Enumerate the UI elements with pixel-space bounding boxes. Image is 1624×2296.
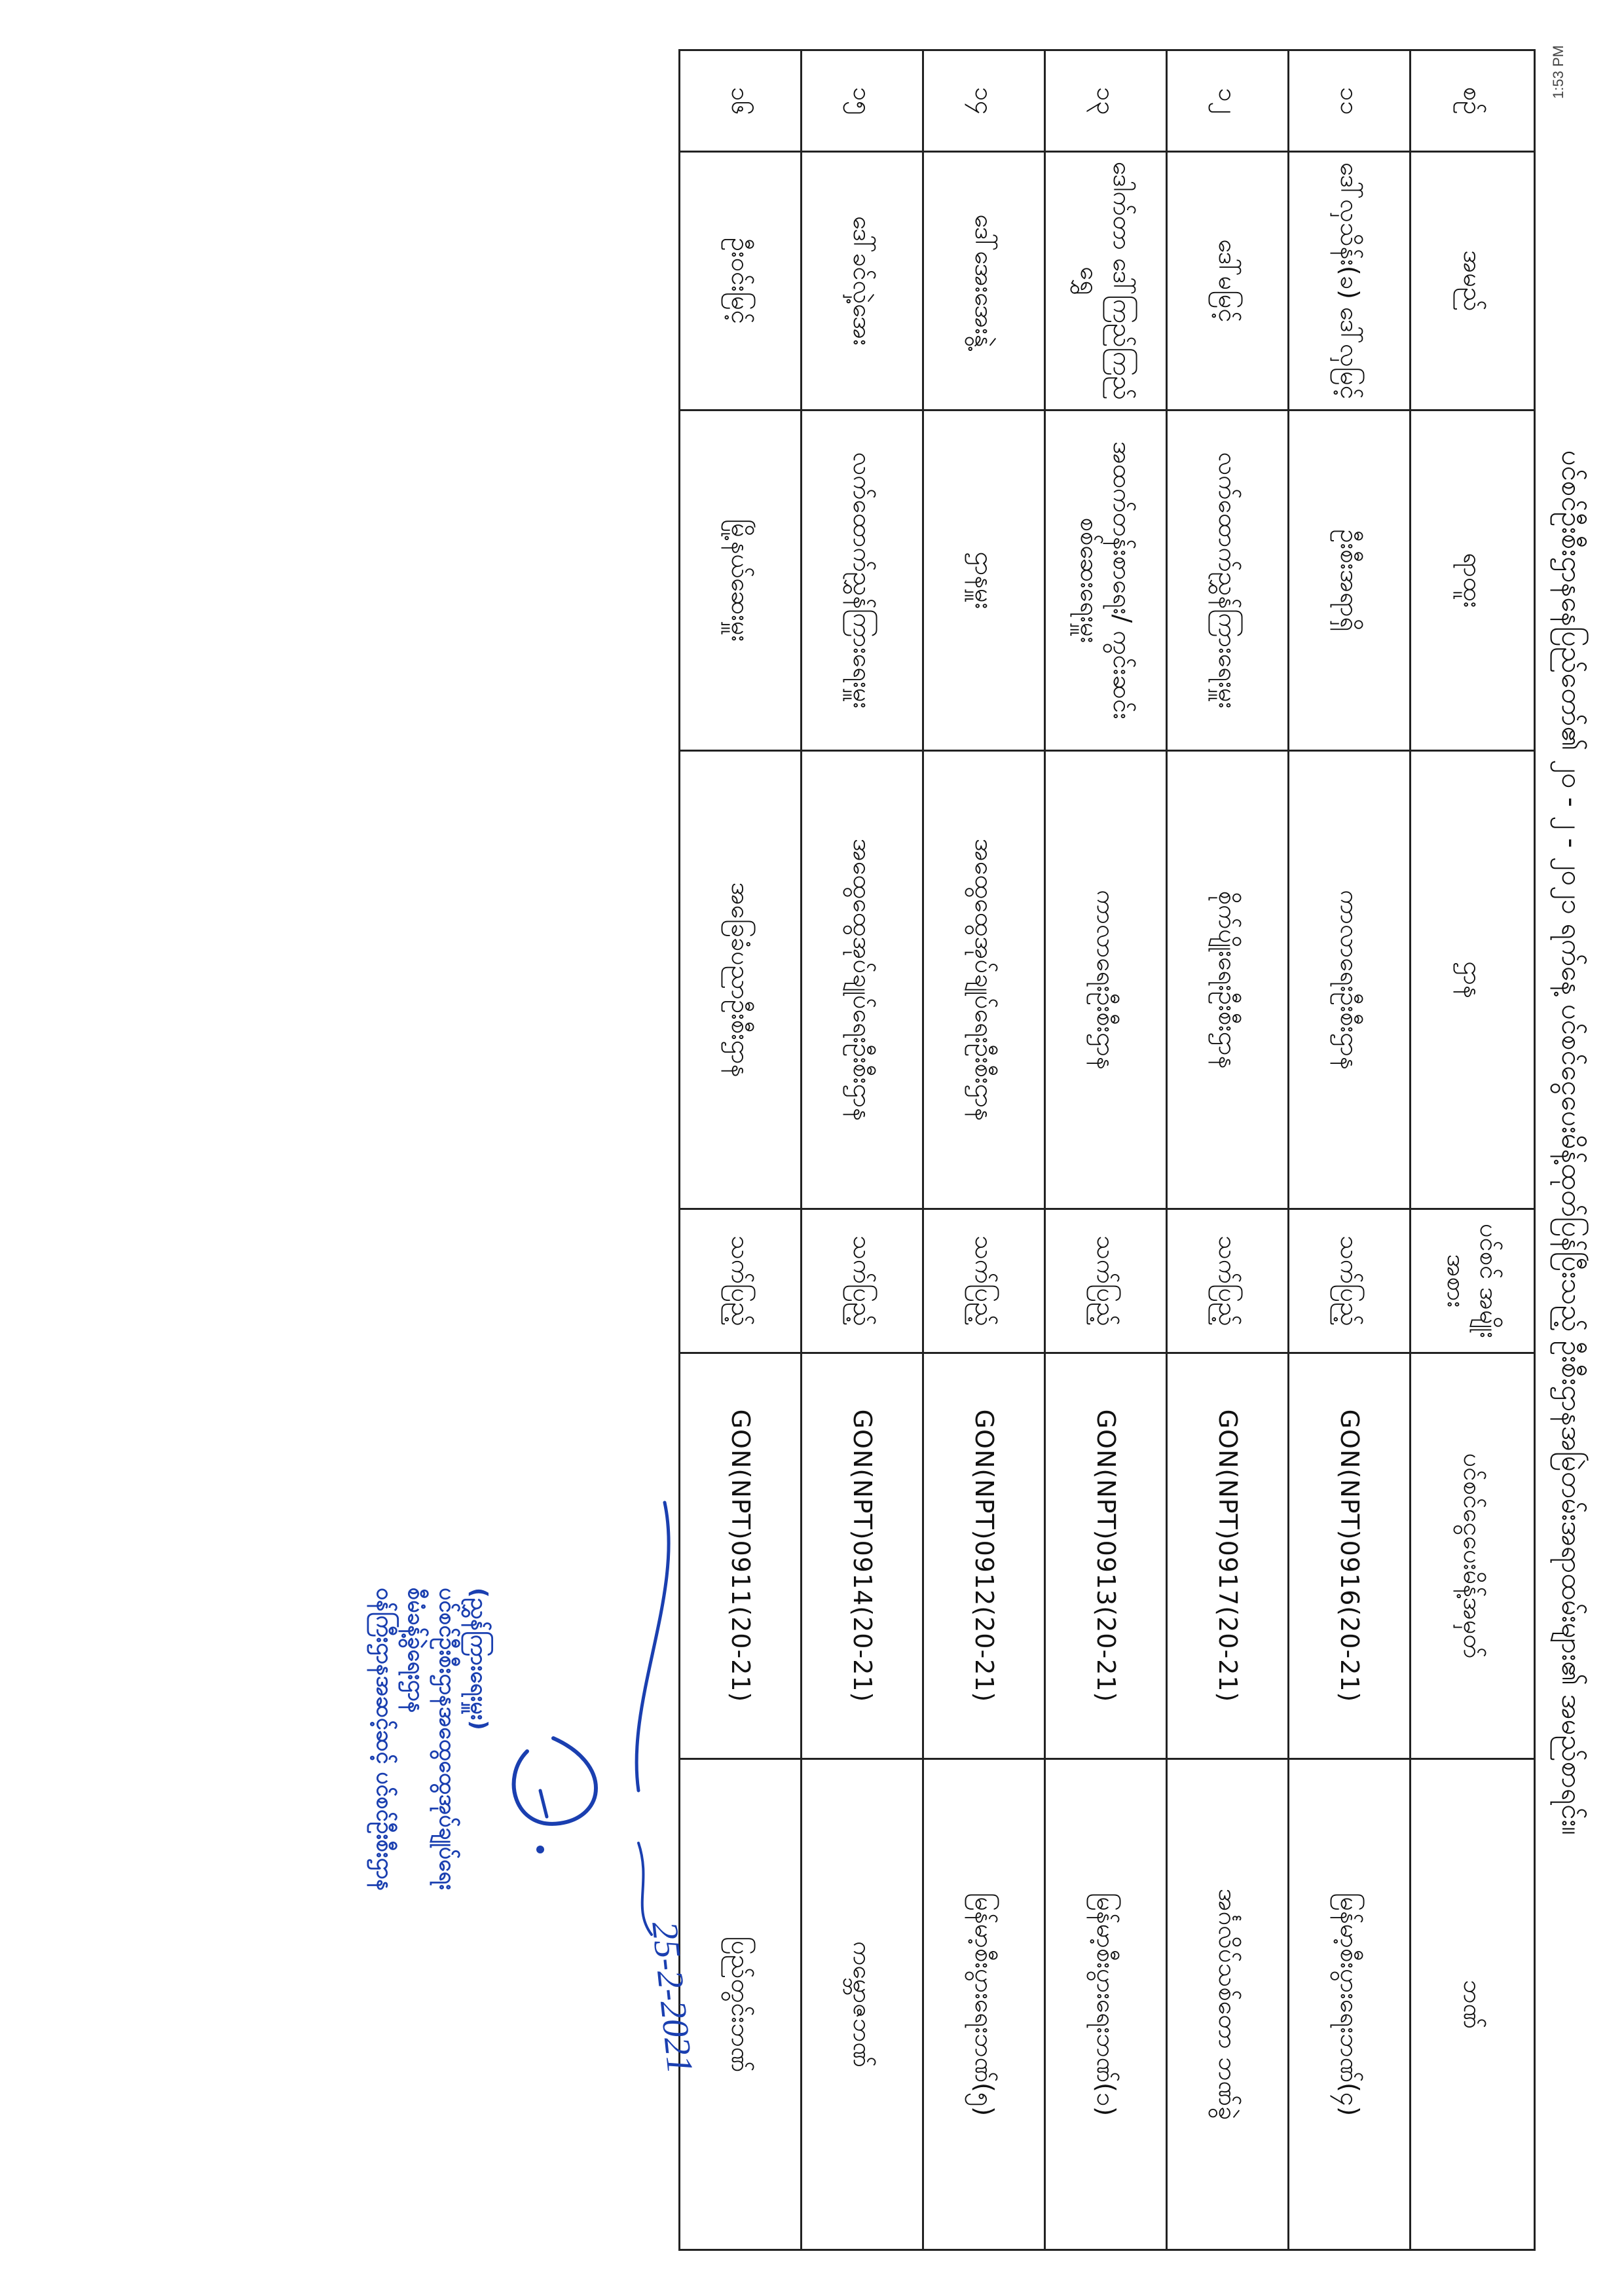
cell-order-no: GON(NPT)0911(20-21) [680,1353,802,1759]
cell-order-no: GON(NPT)0914(20-21) [802,1353,923,1759]
cell-name: ဒေါ်မမြင့် [1167,152,1289,410]
cell-rank: အထက်တန်းစာရေး/ ကွင်းဆင်းစစ်ဆေးရေးမှူး [1045,410,1167,751]
cell-remark: အင်္ဂလိပ်သစ်တော ဘဏ်ခွဲ [1167,1759,1289,2250]
cell-name: ဒေါ်ခင်လှဲ့အေး [802,152,923,410]
table-row [1167,50,1289,2250]
cell-remark: မြန်မာ့စီးပွားရေးဘဏ်(၅) [923,1759,1045,2250]
cell-no: ၁၁ [1289,50,1411,152]
stamp-line: ဝန်ကြီးဌာနအဆင့်ဆင့် ပင်စင်ဦးစီးဌာန [371,1588,397,1891]
cell-rank: လက်ထောက်ညွှန်ကြားရေးမှူး [802,410,923,751]
cell-department: ကာလာရေးဦးစီးဌာန [1045,751,1167,1209]
cell-pension-type: သက်ပြည့် [1167,1209,1289,1353]
cell-name: ဦးဝင်းမြင့် [680,152,802,410]
cell-no: ၁၆ [680,50,802,152]
cell-pension-type: သက်ပြည့် [680,1209,802,1353]
cell-no: ၁၅ [802,50,923,152]
cell-remark: ပြည်တွင်းဘဏ် [680,1759,802,2250]
cell-order-no: GON(NPT)0912(20-21) [923,1353,1045,1759]
table-header-row [1411,50,1535,2250]
stamp-line: (ညွှန်ကြားရေးမှူး) [466,1588,492,1730]
cell-no: ၁၄ [923,50,1045,152]
header-name: အမည် [1411,152,1535,410]
cell-remark: မြန်မာ့စီးပွားရေးဘဏ်(၄) [1289,1759,1411,2250]
cell-order-no: GON(NPT)0916(20-21) [1289,1353,1411,1759]
cell-no: ၁၂ [1167,50,1289,152]
cell-pension-type: သက်ပြည့် [1045,1209,1167,1353]
cell-name: ဒေါ်အေးအေးနွဲ့ [923,152,1045,410]
cell-department: အထွေထွေအုပ်ချုပ်ရေးဦးစီးဌာန [802,751,923,1209]
signature-date: 25-2-2021 [644,1919,701,2076]
pension-table [678,49,1536,2251]
signature-block [239,1424,710,2196]
table-row [1289,50,1411,2250]
table-row [1045,50,1167,2250]
cell-rank: ဌာနမှူး [923,410,1045,751]
header-no: စဉ် [1411,50,1535,152]
cell-pension-type: သက်ပြည့် [1289,1209,1411,1353]
cell-order-no: GON(NPT)0917(20-21) [1167,1353,1289,1759]
cell-rank: လက်ထောက်ညွှန်ကြားရေးမှူး [1167,410,1289,751]
header-order-no: ပင်စင်ငွေပေးမိန့်အမှတ် [1411,1353,1535,1759]
header-remark: ဘဏ် [1411,1759,1535,2250]
cell-name: ဒေါက်တာ ဒေါ်ကြည်ကြည်ရွှေ [1045,152,1167,410]
table-row [923,50,1045,2250]
rotated-sheet [49,23,1614,2275]
stamp-line: စီမံခန့်ခွဲရေးဌာန [403,1588,429,1713]
cell-name: ဒေါ်လှသိန်း(ခ) ဒေါ်လှမြင့် [1289,152,1411,410]
cell-rank: ဦးစီးအရာရှိ [1289,410,1411,751]
stamp-line: ပင်စင်ဦးစီးဌာနအထွေထွေအုပ်ချုပ်ရေး [434,1588,460,1890]
header-rank: ရာထူး [1411,410,1535,751]
official-stamp [369,1588,494,2046]
print-time-text: 1:53 PM [1550,45,1566,99]
cell-department: ကာလာရေးဦးစီးဌာန [1289,751,1411,1209]
cell-no: ၁၃ [1045,50,1167,152]
cell-rank: မြို့နယ်ဆေးမှူး [680,410,802,751]
cell-pension-type: သက်ပြည့် [923,1209,1045,1353]
cell-order-no: GON(NPT)0913(20-21) [1045,1353,1167,1759]
cell-remark: ကမ္ဘောဇဘဏ် [802,1759,923,2250]
document-title: ပင်စင်ဦးစီးဌာနနေပြည်တော်၏ ၂၀ - ၂ - ၂၀၂၁ ရက်နေ့ ပင်စင်ငွေပေးမိန့်ထုတ်ပြန်ပြီးသည့် ဦးစီးဌာနအမြဲတမ်းအရာထမ်းများ၏ အမည်စာရင်း။ [1556,450,1588,1835]
cell-department: အခြေခံပညာဦးစီးဌာန [680,751,802,1209]
cell-pension-type: သက်ပြည့် [802,1209,923,1353]
cell-remark: မြန်မာ့စီးပွားရေးဘဏ်(၁) [1045,1759,1167,2250]
table-row [802,50,923,2250]
header-department: ဌာန [1411,751,1535,1209]
cell-department: စိုက်ပျိုးရေးဦးစီးဌာန [1167,751,1289,1209]
header-pension-type: ပင်စင် အမျိုးအစား [1411,1209,1535,1353]
cell-department: အထွေထွေအုပ်ချုပ်ရေးဦးစီးဌာန [923,751,1045,1209]
